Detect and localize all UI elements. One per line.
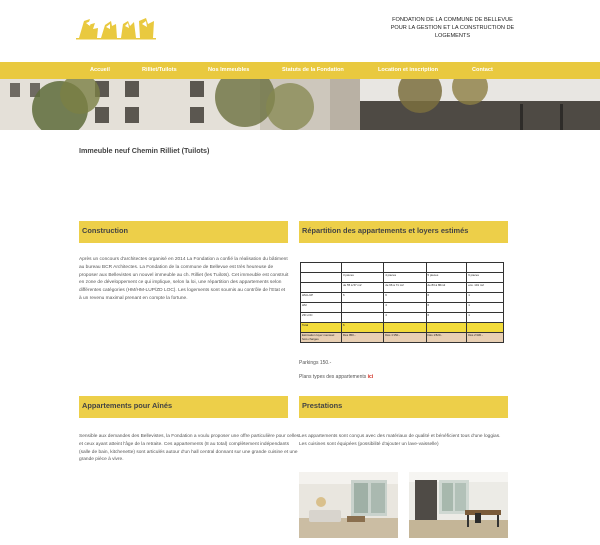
organisation-name xyxy=(380,16,525,40)
page-title: Immeuble neuf Chemin Rilliet (Tuilots) xyxy=(79,146,210,155)
table-cell xyxy=(426,323,467,333)
table-cell: env. 101 m2 xyxy=(467,283,504,293)
building-photo xyxy=(0,79,600,130)
table-cell: ZD LOC xyxy=(301,313,342,323)
aines-text: Sensible aux demandes des Bellevistes, la Fondation a voulu proposer une offre particulière pour celles et ceux ayant atteint l'âge de la retraite. Ces appartements (8 au total) complètement indépendants (salle de bain, kitchenette) sont articulés autour d'un hall central donnant sur une grande cuisine et une grande pièce à vivre. xyxy=(79,434,300,463)
table-cell: Estimation loyer mensuel hors charges xyxy=(301,333,342,343)
table-row xyxy=(301,293,504,303)
table-cell xyxy=(384,263,426,273)
table-cell: HM-LUP xyxy=(301,293,342,303)
table-cell xyxy=(301,283,342,293)
parkings-text: Parkings 150.- xyxy=(299,360,332,366)
table-cell: 6 xyxy=(426,303,467,313)
prestations-text: Les appartements sont conçus avec des matériaux de qualité et bénéficient tous d'une loggias. Les cuisines sont équipées (possibilité d'ajouter un lave-vaisselle) xyxy=(299,434,501,447)
nav-item-contact[interactable]: Contact xyxy=(472,67,493,73)
table-cell: 4 xyxy=(384,313,426,323)
nav-item-rilliet-tuilots[interactable]: Rilliet/Tuilots xyxy=(142,67,177,73)
table-cell xyxy=(467,323,504,333)
table-row xyxy=(301,303,504,313)
table-row xyxy=(301,323,504,333)
table-cell: 1 xyxy=(467,313,504,323)
table-cell: Dès 1'150.- xyxy=(384,333,426,343)
repartition-heading: Répartition des appartements et loyers estimés xyxy=(302,226,469,235)
table-row xyxy=(301,273,504,283)
table-row xyxy=(301,313,504,323)
plans-text: Plans types des appartements xyxy=(299,374,368,380)
table-cell: de 66 à 71 m2 xyxy=(384,283,426,293)
construction-text: Après un concours d'architectes organisé en 2014 La Fondation a confié la réalisation du bâtiment au bureau BCR Architectes. La Fondation de la commune de Bellevue est très heureuse de proposer aux Bellevistes un nouvel immeuble au ch. Rilliet (les Tuilots). Cet immeuble est construit en zone de développement ce qui implique, selon la loi, une répartition des appartements selon différentes catégories (HM/HM-LUP/ZD LOC). Les logements sont soumis au contrôle de l'Etat et à un revenu maximal prenant en compte la fortune. xyxy=(79,257,289,301)
table-cell xyxy=(342,303,384,313)
aines-heading-bar xyxy=(79,396,288,418)
table-row xyxy=(301,283,504,293)
fondation-logo[interactable] xyxy=(76,15,156,42)
table-cell: 6 pièces xyxy=(467,273,504,283)
table-cell: Dès 2'430.- xyxy=(467,333,504,343)
table-cell: 6 xyxy=(384,293,426,303)
org-line: LOGEMENTS xyxy=(434,33,471,39)
table-cell xyxy=(426,263,467,273)
table-cell: 3 pièces xyxy=(342,273,384,283)
table-cell: de 83 à 86m2 xyxy=(426,283,467,293)
nav-item-statuts[interactable]: Statuts de la Fondation xyxy=(282,67,344,73)
org-line: FONDATION DE LA COMMUNE DE BELLEVUE xyxy=(392,17,513,23)
interior-photo-kitchen xyxy=(409,472,508,538)
prestations-heading: Prestations xyxy=(302,401,343,410)
repartition-heading-bar xyxy=(299,221,508,243)
prestations-heading-bar xyxy=(299,396,508,418)
plans-link[interactable]: ici xyxy=(367,374,374,380)
table-cell: Total xyxy=(301,323,342,333)
table-row xyxy=(301,333,504,343)
construction-heading: Construction xyxy=(82,226,128,235)
table-cell: 6 xyxy=(342,323,384,333)
table-cell: 4 pièces xyxy=(384,273,426,283)
table-cell xyxy=(301,273,342,283)
table-cell: 6 xyxy=(342,293,384,303)
hero-image xyxy=(0,79,600,130)
table-cell xyxy=(342,313,384,323)
table-cell: 1 xyxy=(467,293,504,303)
table-cell: Dès 1'820.- xyxy=(426,333,467,343)
table-cell xyxy=(467,263,504,273)
table-row xyxy=(301,263,504,273)
table-cell: 6 xyxy=(426,293,467,303)
table-cell: 1 xyxy=(467,303,504,313)
nav-item-location[interactable]: Location et inscription xyxy=(378,67,438,73)
interior-photo-living xyxy=(299,472,398,538)
table-cell xyxy=(301,263,342,273)
table-cell: 4 xyxy=(384,303,426,313)
main-nav xyxy=(0,62,600,79)
org-line: POUR LA GESTION ET LA CONSTRUCTION DE xyxy=(390,25,515,31)
table-cell: Dès 950.- xyxy=(342,333,384,343)
plans-line xyxy=(299,374,373,380)
table-cell: de 55 à 57 m2 xyxy=(342,283,384,293)
aines-heading: Appartements pour Aînés xyxy=(82,401,173,410)
table-cell: HM xyxy=(301,303,342,313)
apartment-table xyxy=(300,262,504,343)
header xyxy=(0,0,600,62)
table-cell: 5 pièces xyxy=(426,273,467,283)
table-cell xyxy=(384,323,426,333)
table-cell xyxy=(342,263,384,273)
nav-item-nos-immeubles[interactable]: Nos Immeubles xyxy=(208,67,250,73)
table-cell: 6 xyxy=(426,313,467,323)
construction-heading-bar xyxy=(79,221,288,243)
nav-item-accueil[interactable]: Accueil xyxy=(90,67,110,73)
